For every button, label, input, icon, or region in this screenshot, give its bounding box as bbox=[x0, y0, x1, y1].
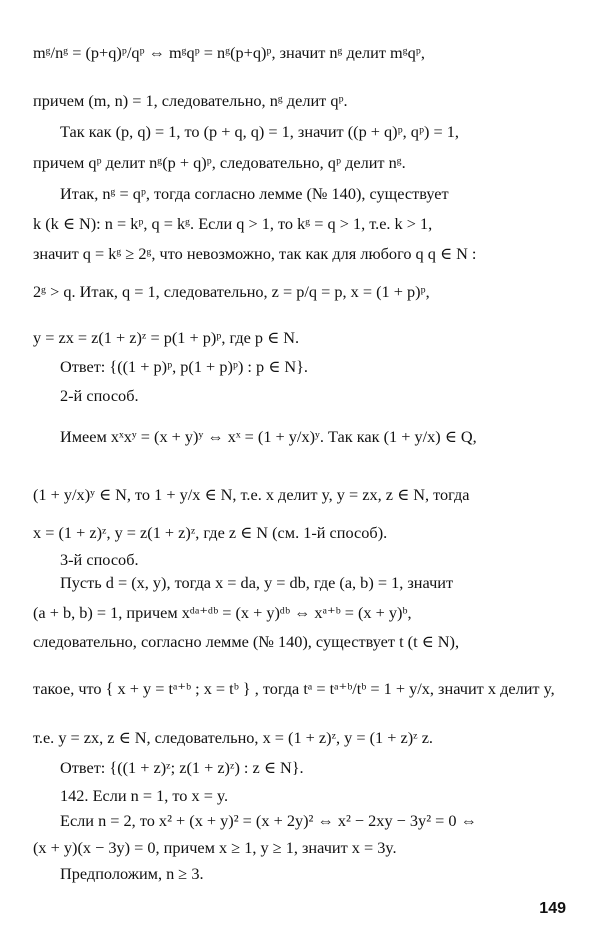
text-line: Предположим, n ≥ 3. bbox=[60, 864, 204, 883]
problem-heading: 142. Если n = 1, то x = y. bbox=[60, 786, 229, 805]
text-line: причем qᵖ делит nᵍ(p + q)ᵖ, следовательно, qᵖ делит nᵍ. bbox=[33, 153, 406, 172]
text-line: x = (1 + z)ᶻ, y = z(1 + z)ᶻ, где z ∈ N (см. 1-й способ). bbox=[33, 523, 388, 542]
text-line: 2ᵍ > q. Итак, q = 1, следовательно, z = p/q = p, x = (1 + p)ᵖ, bbox=[33, 282, 430, 301]
method-heading: 2-й способ. bbox=[60, 386, 139, 405]
text-line: Пусть d = (x, y), тогда x = da, y = db, где (a, b) = 1, значит bbox=[60, 573, 454, 592]
answer-line: Ответ: {((1 + z)ᶻ; z(1 + z)ᶻ) : z ∈ N}. bbox=[60, 758, 304, 777]
answer-line: Ответ: {((1 + p)ᵖ, p(1 + p)ᵖ) : p ∈ N}. bbox=[60, 357, 309, 376]
text-line: следовательно, согласно лемме (№ 140), существует t (t ∈ N), bbox=[33, 632, 460, 651]
text-line: y = zx = z(1 + z)ᶻ = p(1 + p)ᵖ, где p ∈ N. bbox=[33, 328, 300, 347]
text-line: Если n = 2, то x² + (x + y)² = (x + 2y)² ⇔ x² − 2xy − 3y² = 0 ⇔ bbox=[60, 811, 477, 830]
text-line: mᵍ/nᵍ = (p+q)ᵖ/qᵖ ⇔ mᵍqᵖ = nᵍ(p+q)ᵖ, значит nᵍ делит mᵍqᵖ, bbox=[33, 43, 425, 62]
text-line: k (k ∈ N): n = kᵖ, q = kᵍ. Если q > 1, то kᵍ = q > 1, т.е. k > 1, bbox=[33, 214, 433, 233]
method-heading: 3-й способ. bbox=[60, 550, 139, 569]
text-line: Имеем xˣxʸ = (x + y)ʸ ⇔ xˣ = (1 + y/x)ʸ. Так как (1 + y/x) ∈ Q, bbox=[60, 427, 477, 446]
text-line: значит q = kᵍ ≥ 2ᵍ, что невозможно, так как для любого q q ∈ N : bbox=[33, 244, 477, 263]
text-line: (x + y)(x − 3y) = 0, причем x ≥ 1, y ≥ 1, значит x = 3y. bbox=[33, 838, 397, 857]
page-number: 149 bbox=[539, 900, 566, 917]
text-line: (a + b, b) = 1, причем xᵈᵃ⁺ᵈᵇ = (x + y)ᵈᵇ ⇔ xᵃ⁺ᵇ = (x + y)ᵇ, bbox=[33, 603, 412, 622]
text-line: Итак, nᵍ = qᵖ, тогда согласно лемме (№ 140), существует bbox=[60, 184, 449, 203]
text-line: причем (m, n) = 1, следовательно, nᵍ делит qᵖ. bbox=[33, 91, 348, 110]
text-line: Так как (p, q) = 1, то (p + q, q) = 1, значит ((p + q)ᵖ, qᵖ) = 1, bbox=[60, 122, 459, 141]
text-line: т.е. y = zx, z ∈ N, следовательно, x = (1 + z)ᶻ, y = (1 + z)ᶻ z. bbox=[33, 728, 433, 747]
text-line: (1 + y/x)ʸ ∈ N, то 1 + y/x ∈ N, т.е. x делит y, y = zx, z ∈ N, тогда bbox=[33, 485, 470, 504]
text-line: такое, что { x + y = tᵃ⁺ᵇ ; x = tᵇ } , тогда tᵃ = tᵃ⁺ᵇ/tᵇ = 1 + y/x, значит x делит y, bbox=[33, 679, 555, 698]
